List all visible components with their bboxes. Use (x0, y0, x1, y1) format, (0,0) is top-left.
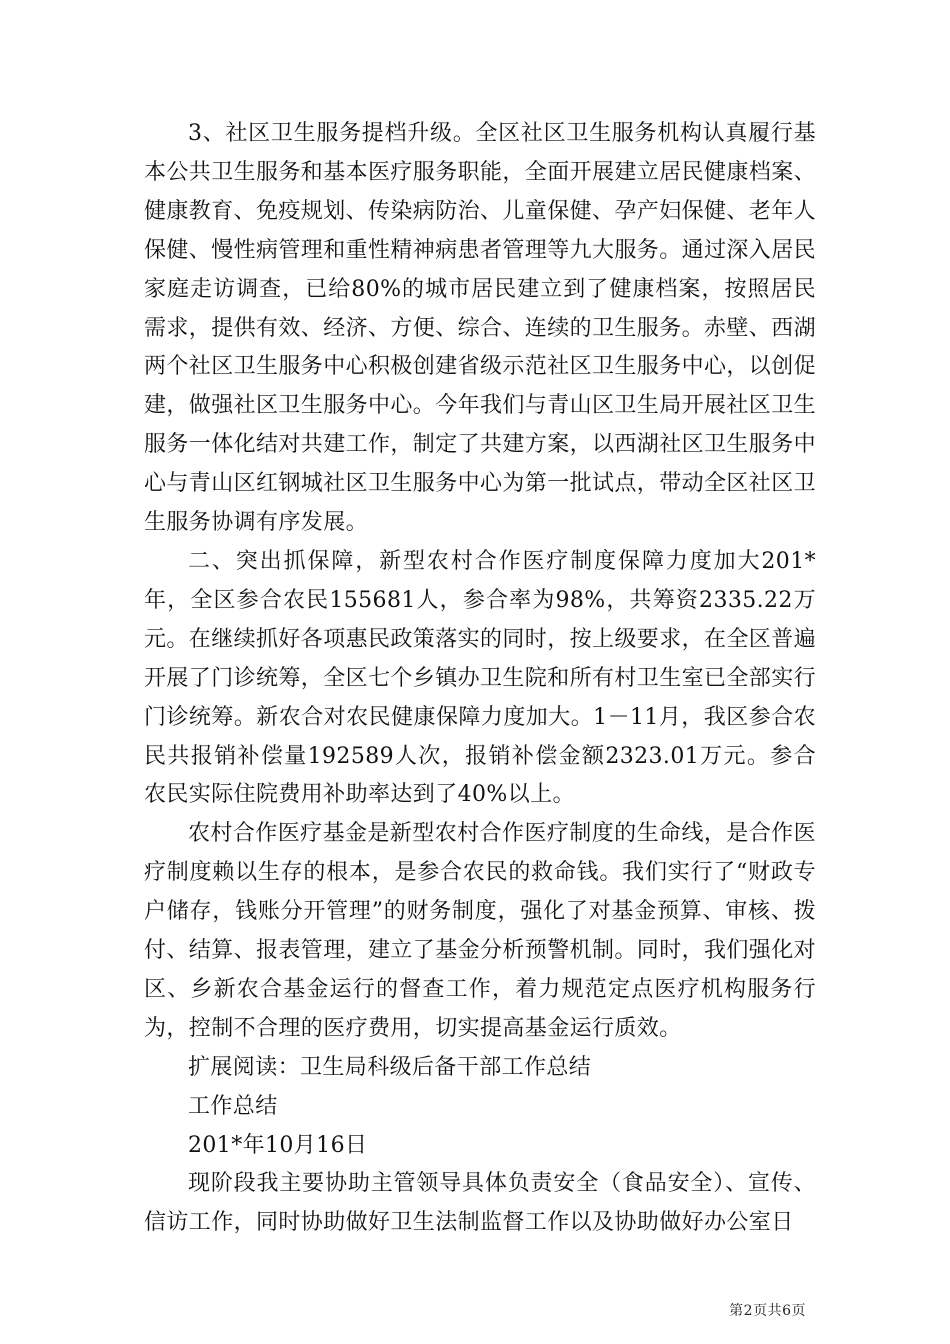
paragraph-rural-insurance: 二、突出抓保障，新型农村合作医疗制度保障力度加大201*年，全区参合农民155681人，参合率为98%，共筹资2335.22万元。在继续抓好各项惠民政策落实的同时，按上级要求，在全区普遍开展了门诊统筹，全区七个乡镇办卫生院和所有村卫生室已全部实行门诊统筹。新农合对农民健康保障力度加大。1－11月，我区参合农民共报销补偿量192589人次，报销补偿金额2323.01万元。参合农民实际住院费用补助率达到了40%以上。 (144, 548, 817, 808)
section-heading: 工作总结 (188, 1093, 278, 1119)
extended-reading-title: 扩展阅读：卫生局科级后备干部工作总结 (188, 1054, 592, 1080)
paragraph-community-health: 3、社区卫生服务提档升级。全区社区卫生服务机构认真履行基本公共卫生服务和基本医疗服务职能，全面开展建立居民健康档案、健康教育、免疫规划、传染病防治、儿童保健、孕产妇保健、老年人保健、慢性病管理和重性精神病患者管理等九大服务。通过深入居民家庭走访调查，已给80%的城市居民建立到了健康档案，按照居民需求，提供有效、经济、方便、综合、连续的卫生服务。赤壁、西湖两个社区卫生服务中心积极创建省级示范社区卫生服务中心，以创促建，做强社区卫生服务中心。今年我们与青山区卫生局开展社区卫生服务一体化结对共建工作，制定了共建方案，以西湖社区卫生服务中心与青山区红钢城社区卫生服务中心为第一批试点，带动全区社区卫生服务协调有序发展。 (144, 121, 817, 536)
document-body (144, 115, 816, 1243)
document-date: 201*年10月16日 (188, 1132, 368, 1158)
paragraph-fund-management: 农村合作医疗基金是新型农村合作医疗制度的生命线，是合作医疗制度赖以生存的根本，是参合农民的救命钱。我们实行了“财政专户储存，钱账分开管理”的财务制度，强化了对基金预算、审核、拨付、结算、报表管理，建立了基金分析预警机制。同时，我们强化对区、乡新农合基金运行的督查工作，着力规范定点医疗机构服务行为，控制不合理的医疗费用，切实提高基金运行质效。 (144, 821, 817, 1041)
paragraph-current-duties: 现阶段我主要协助主管领导具体负责安全（食品安全）、宣传、信访工作，同时协助做好卫生法制监督工作以及协助做好办公室日 (144, 1171, 816, 1236)
page-number-footer: 第2页共6页 (729, 1303, 806, 1319)
